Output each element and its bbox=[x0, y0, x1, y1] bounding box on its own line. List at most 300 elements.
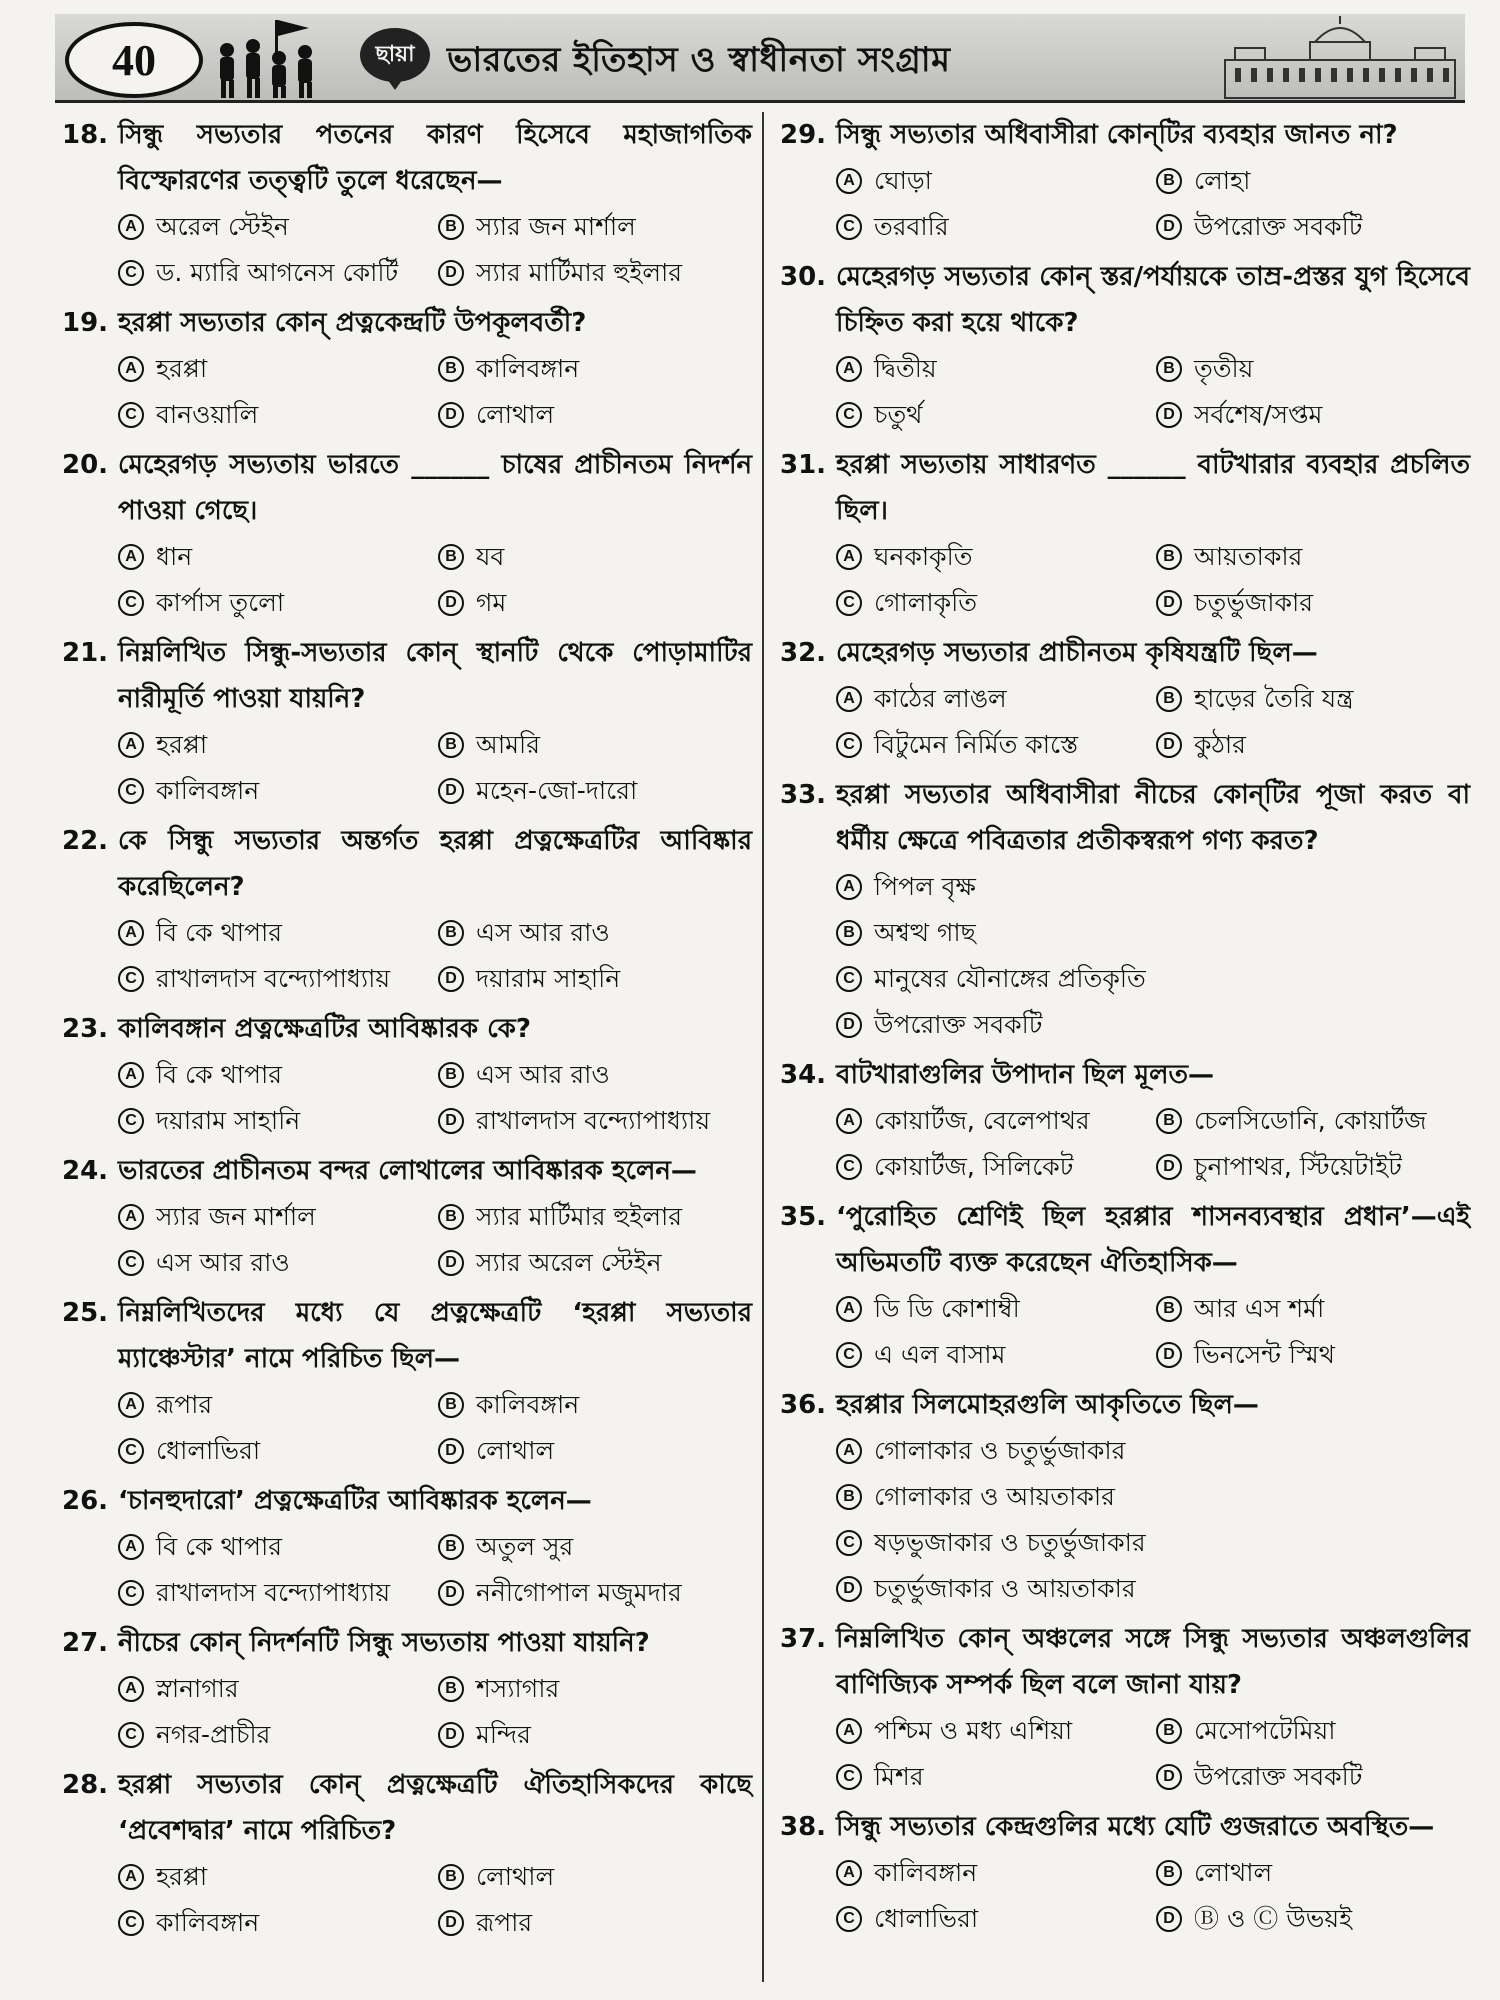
question-text: কালিবঙ্গান প্রত্নক্ষেত্রটির আবিষ্কারক কে? bbox=[118, 1014, 531, 1044]
question-number: 18. bbox=[62, 120, 109, 150]
question-number: 36. bbox=[780, 1390, 827, 1420]
answer-option bbox=[1156, 722, 1470, 768]
option-letter-icon: B bbox=[438, 920, 464, 946]
option-text: চেলসিডোনি, কোয়ার্টজ bbox=[1194, 1106, 1427, 1135]
option-text: হরপ্পা bbox=[156, 354, 208, 383]
answer-option bbox=[836, 1754, 1156, 1800]
answer-option bbox=[118, 1524, 438, 1570]
answer-option bbox=[836, 1098, 1156, 1144]
option-letter-icon: B bbox=[1156, 1718, 1182, 1744]
answer-option bbox=[118, 956, 438, 1002]
answer-option bbox=[438, 1712, 752, 1758]
option-letter-icon: C bbox=[836, 590, 862, 616]
answer-option bbox=[118, 250, 438, 296]
options-grid bbox=[780, 534, 1470, 626]
answer-option bbox=[1156, 392, 1470, 438]
answer-option bbox=[1156, 1332, 1470, 1378]
question-line bbox=[780, 630, 1470, 676]
question-number: 38. bbox=[780, 1812, 827, 1842]
option-text: ড. ম্যারি আগনেস কোর্টি bbox=[156, 258, 399, 287]
answer-option bbox=[1156, 158, 1470, 204]
option-letter-icon: C bbox=[118, 1250, 144, 1276]
question-line bbox=[62, 630, 752, 722]
question-block bbox=[780, 112, 1470, 250]
answer-option bbox=[836, 1850, 1156, 1896]
option-text: স্যার মার্টিমার হুইলার bbox=[476, 258, 683, 287]
question-text: ‘চানহুদারো’ প্রত্নক্ষেত্রটির আবিষ্কারক হলেন— bbox=[118, 1486, 592, 1516]
option-letter-icon: A bbox=[118, 732, 144, 758]
option-text: লোথাল bbox=[476, 1862, 555, 1891]
question-block bbox=[780, 1382, 1470, 1612]
option-text: লোথাল bbox=[476, 400, 555, 429]
question-number: 31. bbox=[780, 450, 827, 480]
option-text: যব bbox=[476, 542, 505, 571]
option-letter-icon: A bbox=[118, 214, 144, 240]
answer-option bbox=[438, 1854, 752, 1900]
options-grid bbox=[62, 204, 752, 296]
option-text: মেসোপটেমিয়া bbox=[1194, 1716, 1336, 1745]
option-text: বি কে থাপার bbox=[156, 1532, 283, 1561]
option-letter-icon: C bbox=[836, 1764, 862, 1790]
option-letter-icon: A bbox=[118, 1864, 144, 1890]
option-text: রাখালদাস বন্দ্যোপাধ্যায় bbox=[476, 1106, 711, 1135]
question-number: 32. bbox=[780, 638, 827, 668]
question-line bbox=[62, 1478, 752, 1524]
question-number: 22. bbox=[62, 826, 109, 856]
question-block bbox=[62, 442, 752, 626]
answer-option bbox=[836, 1520, 1470, 1566]
option-letter-icon: D bbox=[438, 1108, 464, 1134]
option-text: চুনাপাথর, স্টিয়েটাইট bbox=[1194, 1152, 1402, 1181]
answer-option bbox=[836, 1144, 1156, 1190]
question-block bbox=[62, 1148, 752, 1286]
answer-option bbox=[836, 1428, 1470, 1474]
question-block bbox=[62, 1478, 752, 1616]
answer-option bbox=[1156, 1098, 1470, 1144]
answer-option bbox=[1156, 580, 1470, 626]
question-text: নীচের কোন্ নিদর্শনটি সিন্ধু সভ্যতায় পাওয়া যায়নি? bbox=[118, 1628, 650, 1658]
question-line bbox=[62, 818, 752, 910]
option-text: দ্বিতীয় bbox=[874, 354, 937, 383]
option-text: ধান bbox=[156, 542, 193, 571]
question-block bbox=[780, 1194, 1470, 1378]
option-letter-icon: D bbox=[438, 966, 464, 992]
options-grid bbox=[62, 1382, 752, 1474]
question-number: 20. bbox=[62, 450, 109, 480]
answer-option bbox=[836, 1708, 1156, 1754]
option-text: মহেন-জো-দারো bbox=[476, 776, 638, 805]
option-letter-icon: D bbox=[1156, 1764, 1182, 1790]
question-line bbox=[780, 1382, 1470, 1428]
question-number: 34. bbox=[780, 1060, 827, 1090]
answer-option bbox=[118, 722, 438, 768]
option-letter-icon: B bbox=[438, 1204, 464, 1230]
option-letter-icon: C bbox=[118, 590, 144, 616]
question-text: বাটখারাগুলির উপাদান ছিল মূলত— bbox=[836, 1060, 1215, 1090]
option-text: কালিবঙ্গান bbox=[476, 354, 580, 383]
question-block bbox=[62, 300, 752, 438]
option-letter-icon: C bbox=[118, 1108, 144, 1134]
answer-option bbox=[438, 1666, 752, 1712]
option-text: বিটুমেন নির্মিত কাস্তে bbox=[874, 730, 1079, 759]
answer-option bbox=[118, 1570, 438, 1616]
answer-option bbox=[118, 204, 438, 250]
option-text: শস্যাগার bbox=[476, 1674, 560, 1703]
option-letter-icon: D bbox=[438, 402, 464, 428]
answer-option bbox=[118, 910, 438, 956]
option-text: রূপার bbox=[156, 1390, 213, 1419]
building-illustration bbox=[1215, 14, 1465, 100]
answer-option bbox=[836, 392, 1156, 438]
publisher-logo: ছায়া bbox=[360, 28, 430, 82]
option-letter-icon: C bbox=[118, 260, 144, 286]
answer-option bbox=[118, 1052, 438, 1098]
question-number: 33. bbox=[780, 780, 827, 810]
option-text: পশ্চিম ও মধ্য এশিয়া bbox=[874, 1716, 1073, 1745]
option-letter-icon: B bbox=[1156, 1296, 1182, 1322]
option-letter-icon: C bbox=[118, 1722, 144, 1748]
question-text: নিম্নলিখিত সিন্ধু-সভ্যতার কোন্ স্থানটি থেকে পোড়ামাটির নারীমূর্তি পাওয়া যায়নি? bbox=[118, 638, 752, 714]
option-letter-icon: B bbox=[1156, 686, 1182, 712]
question-block bbox=[780, 1616, 1470, 1800]
answer-option bbox=[438, 1570, 752, 1616]
answer-option bbox=[438, 722, 752, 768]
answer-option bbox=[438, 204, 752, 250]
option-letter-icon: B bbox=[438, 214, 464, 240]
option-letter-icon: C bbox=[836, 402, 862, 428]
answer-option bbox=[836, 346, 1156, 392]
answer-option bbox=[438, 1098, 752, 1144]
answer-option bbox=[438, 534, 752, 580]
option-text: মানুষের যৌনাঙ্গের প্রতিকৃতি bbox=[874, 964, 1146, 993]
option-letter-icon: A bbox=[836, 544, 862, 570]
answer-option bbox=[1156, 1144, 1470, 1190]
option-text: আমরি bbox=[476, 730, 540, 759]
option-text: কালিবঙ্গান bbox=[156, 1908, 260, 1937]
option-text: চতুর্থ bbox=[874, 400, 923, 429]
option-text: চতুর্ভুজাকার bbox=[1194, 588, 1313, 617]
option-letter-icon: B bbox=[438, 1864, 464, 1890]
answer-option bbox=[836, 722, 1156, 768]
answer-option bbox=[438, 1428, 752, 1474]
answer-option bbox=[836, 1332, 1156, 1378]
option-text: ঘোড়া bbox=[874, 166, 932, 195]
option-letter-icon: D bbox=[438, 1250, 464, 1276]
option-letter-icon: B bbox=[438, 1534, 464, 1560]
answer-option bbox=[118, 768, 438, 814]
question-line bbox=[780, 442, 1470, 534]
options-grid bbox=[62, 1854, 752, 1946]
answer-option bbox=[1156, 676, 1470, 722]
column-divider bbox=[762, 112, 764, 1982]
option-letter-icon: B bbox=[1156, 356, 1182, 382]
question-block bbox=[780, 1052, 1470, 1190]
options-grid bbox=[62, 722, 752, 814]
option-letter-icon: B bbox=[1156, 168, 1182, 194]
options-grid bbox=[780, 158, 1470, 250]
option-letter-icon: A bbox=[118, 920, 144, 946]
answer-option bbox=[1156, 1850, 1470, 1896]
option-letter-icon: D bbox=[1156, 1342, 1182, 1368]
question-block bbox=[780, 254, 1470, 438]
answer-option bbox=[1156, 1708, 1470, 1754]
question-line bbox=[780, 112, 1470, 158]
option-letter-icon: D bbox=[836, 1012, 862, 1038]
question-line bbox=[780, 254, 1470, 346]
question-line bbox=[62, 1290, 752, 1382]
options-grid bbox=[62, 534, 752, 626]
question-block bbox=[62, 112, 752, 296]
answer-option bbox=[118, 392, 438, 438]
question-block bbox=[62, 818, 752, 1002]
options-grid bbox=[62, 910, 752, 1002]
option-text: নগর-প্রাচীর bbox=[156, 1720, 271, 1749]
option-text: ঘনকাকৃতি bbox=[874, 542, 973, 571]
option-text: ষড়ভুজাকার ও চতুর্ভুজাকার bbox=[874, 1528, 1146, 1557]
option-letter-icon: B bbox=[438, 1062, 464, 1088]
option-letter-icon: B bbox=[1156, 544, 1182, 570]
question-line bbox=[62, 112, 752, 204]
option-letter-icon: B bbox=[438, 732, 464, 758]
option-text: কার্পাস তুলো bbox=[156, 588, 285, 617]
question-number: 24. bbox=[62, 1156, 109, 1186]
question-text: মেহেরগড় সভ্যতার প্রাচীনতম কৃষিযন্ত্রটি ছিল— bbox=[836, 638, 1318, 668]
question-line bbox=[62, 442, 752, 534]
answer-option bbox=[438, 1052, 752, 1098]
answer-option bbox=[118, 1712, 438, 1758]
option-text: সর্বশেষ/সপ্তম bbox=[1194, 400, 1323, 429]
answer-option bbox=[438, 250, 752, 296]
option-text: গোলাকৃতি bbox=[874, 588, 978, 617]
option-text: স্যার অরেল স্টেইন bbox=[476, 1248, 662, 1277]
freedom-marchers-illustration bbox=[205, 14, 345, 100]
question-number: 35. bbox=[780, 1202, 827, 1232]
option-text: Ⓑ ও Ⓒ উভয়ই bbox=[1194, 1904, 1353, 1933]
answer-option bbox=[1156, 1896, 1470, 1942]
option-text: কালিবঙ্গান bbox=[476, 1390, 580, 1419]
question-block bbox=[62, 1006, 752, 1144]
question-block bbox=[62, 630, 752, 814]
options-grid bbox=[62, 1194, 752, 1286]
answer-option bbox=[118, 1382, 438, 1428]
question-block bbox=[62, 1620, 752, 1758]
answer-option bbox=[1156, 204, 1470, 250]
option-letter-icon: B bbox=[1156, 1860, 1182, 1886]
option-letter-icon: D bbox=[438, 778, 464, 804]
option-letter-icon: C bbox=[118, 778, 144, 804]
option-letter-icon: C bbox=[118, 1910, 144, 1936]
question-line bbox=[780, 1804, 1470, 1850]
option-letter-icon: D bbox=[438, 1580, 464, 1606]
option-letter-icon: C bbox=[836, 1154, 862, 1180]
right-column bbox=[780, 112, 1470, 1946]
answer-option bbox=[438, 956, 752, 1002]
option-letter-icon: D bbox=[1156, 1154, 1182, 1180]
option-text: কোয়ার্টজ, সিলিকেট bbox=[874, 1152, 1074, 1181]
options-grid bbox=[62, 1524, 752, 1616]
answer-option bbox=[438, 1240, 752, 1286]
option-text: লোথাল bbox=[1194, 1858, 1273, 1887]
option-text: উপরোক্ত সবকটি bbox=[1194, 1762, 1363, 1791]
option-letter-icon: C bbox=[118, 402, 144, 428]
answer-option bbox=[438, 1900, 752, 1946]
answer-option bbox=[118, 580, 438, 626]
option-letter-icon: A bbox=[836, 1108, 862, 1134]
answer-option bbox=[438, 768, 752, 814]
answer-option bbox=[438, 392, 752, 438]
option-letter-icon: B bbox=[438, 1392, 464, 1418]
option-letter-icon: B bbox=[438, 1676, 464, 1702]
option-text: কালিবঙ্গান bbox=[874, 1858, 978, 1887]
option-text: ডি ডি কোশাম্বী bbox=[874, 1294, 1020, 1323]
question-block bbox=[780, 630, 1470, 768]
answer-option bbox=[438, 1382, 752, 1428]
answer-option bbox=[836, 1474, 1470, 1520]
option-text: ননীগোপাল মজুমদার bbox=[476, 1578, 682, 1607]
option-letter-icon: A bbox=[836, 168, 862, 194]
question-text: নিম্নলিখিতদের মধ্যে যে প্রত্নক্ষেত্রটি ‘হরপ্পা সভ্যতার ম্যাঞ্চেস্টার’ নামে পরিচিত ছিল— bbox=[118, 1298, 752, 1374]
answer-option bbox=[836, 864, 1470, 910]
option-text: চতুর্ভুজাকার ও আয়তাকার bbox=[874, 1574, 1136, 1603]
option-letter-icon: A bbox=[118, 544, 144, 570]
answer-option bbox=[438, 1524, 752, 1570]
answer-option bbox=[438, 346, 752, 392]
option-text: ধোলাভিরা bbox=[874, 1904, 979, 1933]
option-text: পিপল বৃক্ষ bbox=[874, 872, 976, 901]
option-text: লোথাল bbox=[476, 1436, 555, 1465]
options-grid bbox=[780, 1098, 1470, 1190]
question-number: 28. bbox=[62, 1770, 109, 1800]
question-line bbox=[62, 1148, 752, 1194]
option-letter-icon: A bbox=[836, 1438, 862, 1464]
option-letter-icon: D bbox=[1156, 732, 1182, 758]
option-text: অশ্বত্থ গাছ bbox=[874, 918, 976, 947]
answer-option bbox=[836, 676, 1156, 722]
question-text: ভারতের প্রাচীনতম বন্দর লোথালের আবিষ্কারক হলেন— bbox=[118, 1156, 697, 1186]
option-letter-icon: C bbox=[836, 1530, 862, 1556]
question-text: সিন্ধু সভ্যতার পতনের কারণ হিসেবে মহাজাগতিক বিস্ফোরণের তত্ত্বটি তুলে ধরেছেন— bbox=[118, 120, 752, 196]
option-letter-icon: A bbox=[836, 686, 862, 712]
page-number: 40 bbox=[65, 22, 203, 98]
question-line bbox=[780, 1052, 1470, 1098]
option-text: বানওয়ালি bbox=[156, 400, 259, 429]
question-line bbox=[780, 772, 1470, 864]
option-letter-icon: D bbox=[438, 1438, 464, 1464]
answer-option bbox=[118, 1900, 438, 1946]
options-grid bbox=[780, 676, 1470, 768]
book-title: ভারতের ইতিহাস ও স্বাধীনতা সংগ্রাম bbox=[447, 40, 951, 80]
option-text: তৃতীয় bbox=[1194, 354, 1254, 383]
left-column bbox=[62, 112, 752, 1950]
question-text: হরপ্পা সভ্যতার কোন্ প্রত্নক্ষেত্রটি ঐতিহাসিকদের কাছে ‘প্রবেশদ্বার’ নামে পরিচিত? bbox=[118, 1770, 752, 1846]
option-letter-icon: A bbox=[836, 1718, 862, 1744]
option-letter-icon: A bbox=[118, 1204, 144, 1230]
option-letter-icon: C bbox=[118, 1438, 144, 1464]
answer-option bbox=[1156, 1286, 1470, 1332]
option-letter-icon: A bbox=[118, 356, 144, 382]
option-text: রাখালদাস বন্দ্যোপাধ্যায় bbox=[156, 1578, 391, 1607]
question-line bbox=[62, 1006, 752, 1052]
options-grid bbox=[62, 1052, 752, 1144]
option-letter-icon: D bbox=[1156, 1906, 1182, 1932]
answer-option bbox=[836, 1896, 1156, 1942]
option-text: মিশর bbox=[874, 1762, 924, 1791]
option-text: স্যার জন মার্শাল bbox=[476, 212, 636, 241]
option-text: উপরোক্ত সবকটি bbox=[874, 1010, 1043, 1039]
option-text: এস আর রাও bbox=[476, 918, 610, 947]
question-text: মেহেরগড় সভ্যতার কোন্ স্তর/পর্যায়কে তাম্র-প্রস্তর যুগ হিসেবে চিহ্নিত করা হয়ে থাকে? bbox=[836, 262, 1470, 338]
option-letter-icon: C bbox=[118, 1580, 144, 1606]
option-text: তরবারি bbox=[874, 212, 949, 241]
option-letter-icon: D bbox=[438, 260, 464, 286]
option-text: উপরোক্ত সবকটি bbox=[1194, 212, 1363, 241]
question-line bbox=[62, 300, 752, 346]
options-grid bbox=[780, 1708, 1470, 1800]
option-text: অতুল সুর bbox=[476, 1532, 574, 1561]
option-text: স্যার মার্টিমার হুইলার bbox=[476, 1202, 683, 1231]
question-number: 25. bbox=[62, 1298, 109, 1328]
option-text: এস আর রাও bbox=[476, 1060, 610, 1089]
option-text: গোলাকার ও চতুর্ভুজাকার bbox=[874, 1436, 1126, 1465]
option-text: বি কে থাপার bbox=[156, 1060, 283, 1089]
option-text: ভিনসেন্ট স্মিথ bbox=[1194, 1340, 1335, 1369]
answer-option bbox=[836, 534, 1156, 580]
option-text: কাঠের লাঙল bbox=[874, 684, 1007, 713]
question-line bbox=[62, 1762, 752, 1854]
option-letter-icon: B bbox=[836, 920, 862, 946]
option-letter-icon: A bbox=[118, 1392, 144, 1418]
option-letter-icon: D bbox=[836, 1576, 862, 1602]
option-text: হরপ্পা bbox=[156, 730, 208, 759]
option-text: গম bbox=[476, 588, 507, 617]
question-text: মেহেরগড় সভ্যতায় ভারতে ______ চাষের প্রাচীনতম নিদর্শন পাওয়া গেছে। bbox=[118, 450, 752, 526]
answer-option bbox=[118, 1666, 438, 1712]
option-text: গোলাকার ও আয়তাকার bbox=[874, 1482, 1115, 1511]
option-text: হরপ্পা bbox=[156, 1862, 208, 1891]
question-text: নিম্নলিখিত কোন্ অঞ্চলের সঙ্গে সিন্ধু সভ্যতার অঞ্চলগুলির বাণিজ্যিক সম্পর্ক ছিল বলে জানা যায়? bbox=[836, 1624, 1470, 1700]
question-number: 30. bbox=[780, 262, 827, 292]
question-number: 37. bbox=[780, 1624, 827, 1654]
option-letter-icon: C bbox=[118, 966, 144, 992]
question-block bbox=[62, 1762, 752, 1946]
question-number: 19. bbox=[62, 308, 109, 338]
question-text: ‘পুরোহিত শ্রেণিই ছিল হরপ্পার শাসনব্যবস্থার প্রধান’—এই অভিমতটি ব্যক্ত করেছেন ঐতিহাসিক— bbox=[836, 1202, 1470, 1278]
option-letter-icon: B bbox=[1156, 1108, 1182, 1134]
answer-option bbox=[836, 204, 1156, 250]
option-letter-icon: B bbox=[438, 544, 464, 570]
option-letter-icon: C bbox=[836, 1342, 862, 1368]
option-text: ধোলাভিরা bbox=[156, 1436, 261, 1465]
question-number: 21. bbox=[62, 638, 109, 668]
question-text: হরপ্পা সভ্যতায় সাধারণত ______ বাটখারার ব্যবহার প্রচলিত ছিল। bbox=[836, 450, 1470, 526]
option-letter-icon: A bbox=[836, 356, 862, 382]
option-text: রাখালদাস বন্দ্যোপাধ্যায় bbox=[156, 964, 391, 993]
option-text: হাড়ের তৈরি যন্ত্র bbox=[1194, 684, 1354, 713]
answer-option bbox=[836, 158, 1156, 204]
answer-option bbox=[118, 346, 438, 392]
options-grid bbox=[62, 1666, 752, 1758]
option-letter-icon: C bbox=[836, 732, 862, 758]
question-number: 27. bbox=[62, 1628, 109, 1658]
option-text: স্যার জন মার্শাল bbox=[156, 1202, 316, 1231]
option-text: দয়ারাম সাহানি bbox=[156, 1106, 301, 1135]
answer-option bbox=[118, 1240, 438, 1286]
answer-option bbox=[438, 1194, 752, 1240]
options-grid bbox=[62, 346, 752, 438]
options-grid bbox=[780, 1286, 1470, 1378]
question-text: সিন্ধু সভ্যতার কেন্দ্রগুলির মধ্যে যেটি গুজরাতে অবস্থিত— bbox=[836, 1812, 1435, 1842]
question-text: হরপ্পা সভ্যতার অধিবাসীরা নীচের কোন্‌টির পূজা করত বা ধর্মীয় ক্ষেত্রে পবিত্রতার প্রতীকস্বরূপ গণ্য করত? bbox=[836, 780, 1470, 856]
